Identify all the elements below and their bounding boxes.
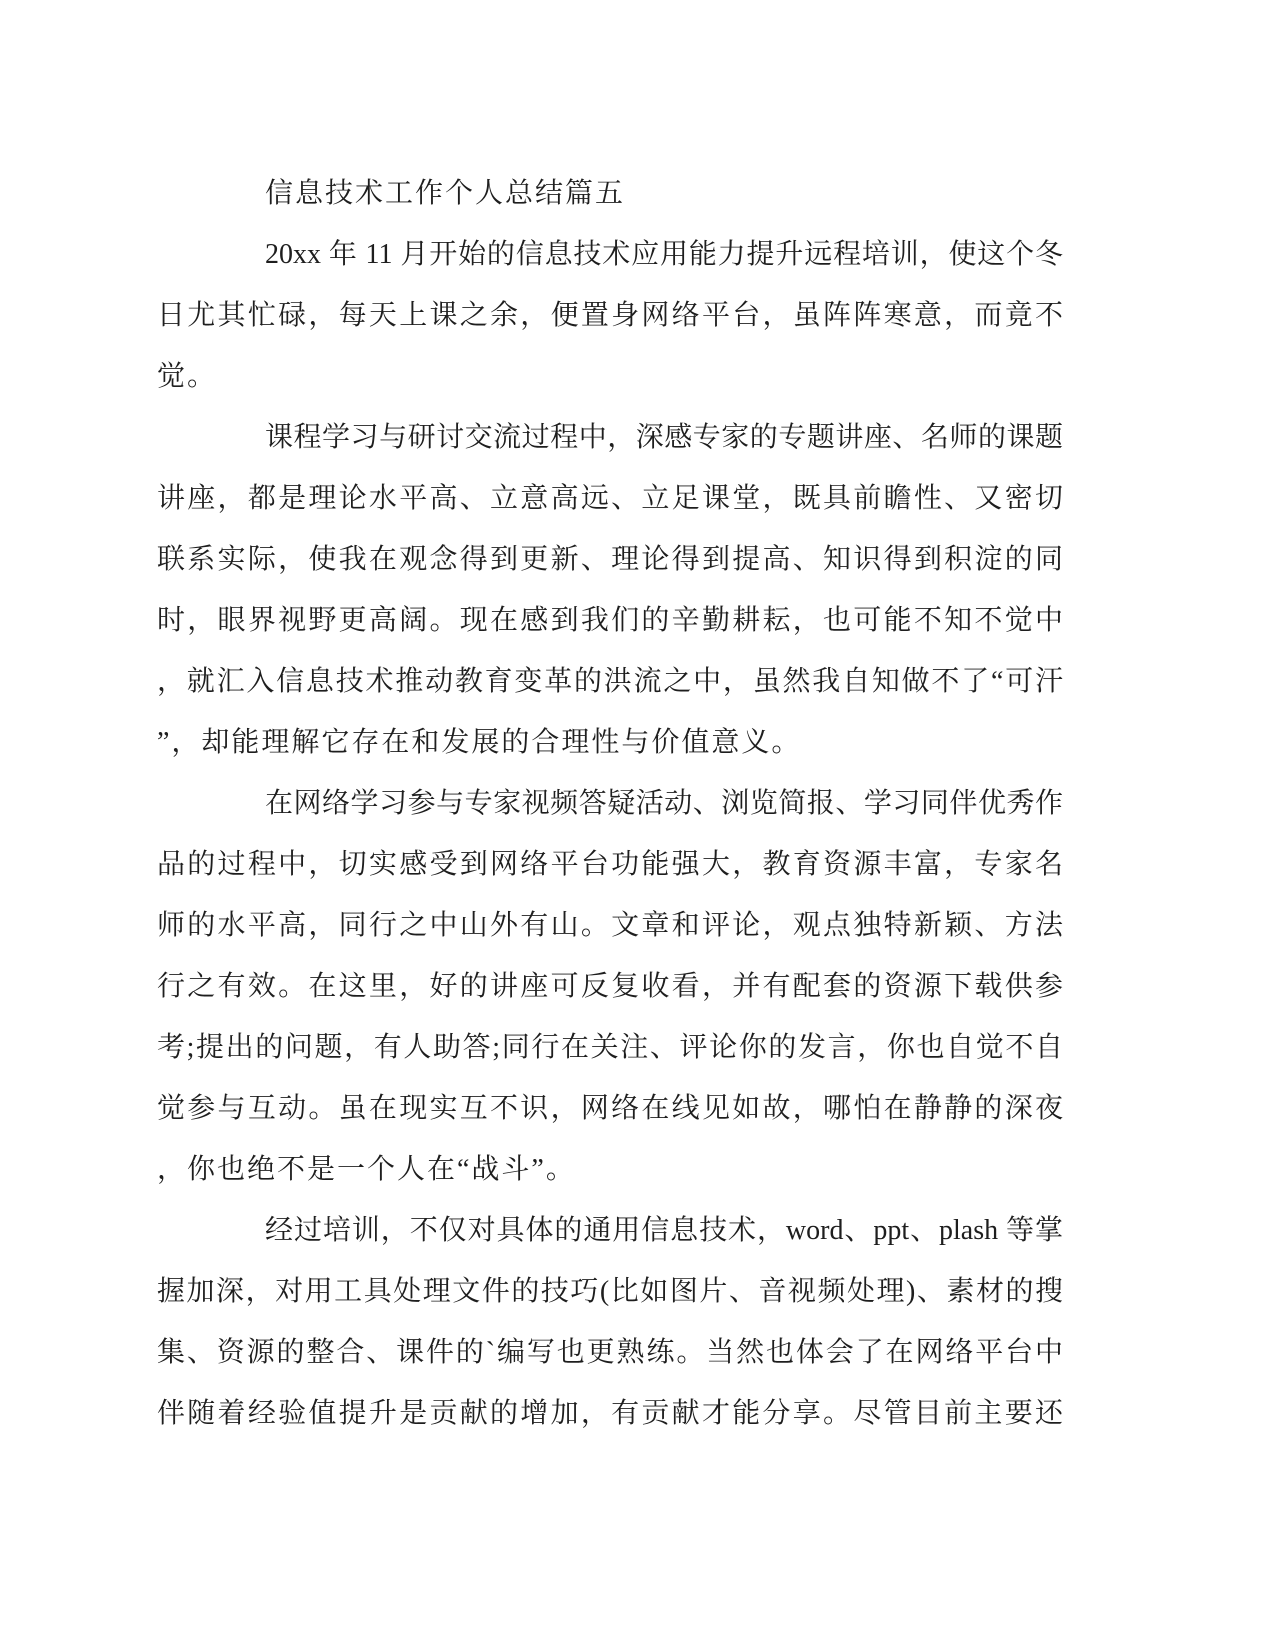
text-line-17: ，你也绝不是一个人在“战斗”。 xyxy=(157,1154,576,1185)
text-line-12: 品的过程中，切实感受到网络平台功能强大，教育资源丰富，专家名 xyxy=(157,849,1063,880)
text-line-6: 讲座，都是理论水平高、立意高远、立足课堂，既具前瞻性、又密切 xyxy=(157,483,1063,514)
text-line-5: 课程学习与研讨交流过程中，深感专家的专题讲座、名师的课题 xyxy=(265,422,1063,453)
text-line-4: 觉。 xyxy=(157,361,218,392)
text-line-16: 觉参与互动。虽在现实互不识，网络在线见如故，哪怕在静静的深夜 xyxy=(157,1093,1063,1124)
text-line-18: 经过培训，不仅对具体的通用信息技术，word、ppt、plash 等掌 xyxy=(265,1215,1063,1246)
text-line-7: 联系实际，使我在观念得到更新、理论得到提高、知识得到积淀的同 xyxy=(157,544,1063,575)
text-line-21: 伴随着经验值提升是贡献的增加，有贡献才能分享。尽管目前主要还 xyxy=(157,1398,1063,1429)
document-text-block xyxy=(157,163,1063,1444)
text-line-2: 20xx 年 11 月开始的信息技术应用能力提升远程培训，使这个冬 xyxy=(265,239,1063,270)
text-line-8: 时，眼界视野更高阔。现在感到我们的辛勤耕耘，也可能不知不觉中 xyxy=(157,605,1063,636)
text-line-20: 集、资源的整合、课件的`编写也更熟练。当然也体会了在网络平台中 xyxy=(157,1337,1063,1368)
text-line-11: 在网络学习参与专家视频答疑活动、浏览简报、学习同伴优秀作 xyxy=(265,788,1063,819)
text-line-13: 师的水平高，同行之中山外有山。文章和评论，观点独特新颖、方法 xyxy=(157,910,1063,941)
text-line-10: ”，却能理解它存在和发展的合理性与价值意义。 xyxy=(157,727,802,758)
text-line-3: 日尤其忙碌，每天上课之余，便置身网络平台，虽阵阵寒意，而竟不 xyxy=(157,300,1063,331)
text-line-15: 考;提出的问题，有人助答;同行在关注、评论你的发言，你也自觉不自 xyxy=(157,1032,1063,1063)
text-line-9: ，就汇入信息技术推动教育变革的洪流之中，虽然我自知做不了“可汗 xyxy=(157,666,1063,697)
text-line-19: 握加深，对用工具处理文件的技巧(比如图片、音视频处理)、素材的搜 xyxy=(157,1276,1063,1307)
document-title-line: 信息技术工作个人总结篇五 xyxy=(265,178,626,209)
text-line-14: 行之有效。在这里，好的讲座可反复收看，并有配套的资源下载供参 xyxy=(157,971,1063,1002)
